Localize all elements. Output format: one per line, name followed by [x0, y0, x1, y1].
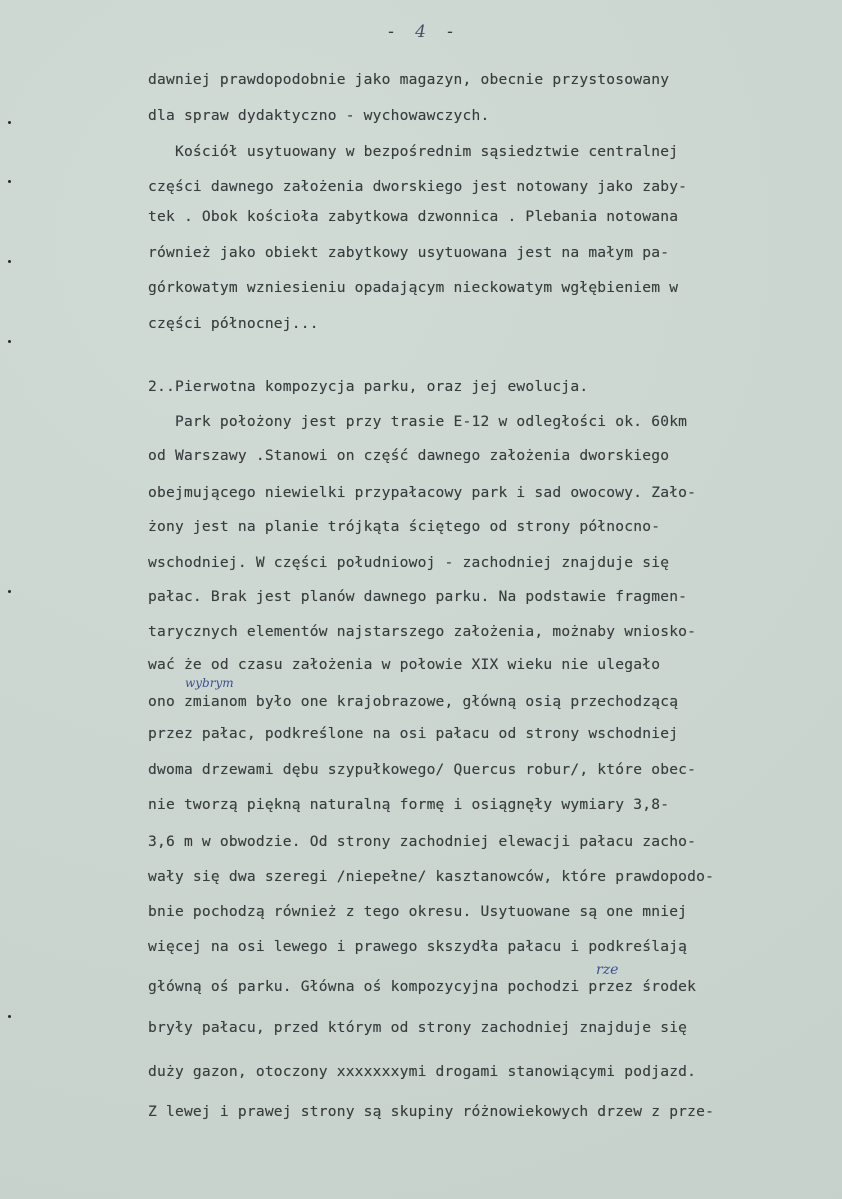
section-heading: 2..Pierwotna kompozycja parku, oraz jej ewolucja. — [148, 378, 589, 395]
text-line: tek . Obok kościoła zabytkowa dzwonnica . Plebania notowana — [148, 208, 679, 225]
handwritten-annotation: rze — [596, 962, 619, 978]
text-line: bryły pałacu, przed którym od strony zachodniej znajduje się — [148, 1019, 688, 1036]
text-line: przez pałac, podkreślone na osi pałacu od strony wschodniej — [148, 725, 679, 742]
text-line: duży gazon, otoczony xxxxxxxymi drogami stanowiącymi podjazd. — [148, 1063, 697, 1080]
text-line: części dawnego założenia dworskiego jest notowany jako zaby- — [148, 178, 688, 195]
text-line: obejmującego niewielki przypałacowy park i sad owocowy. Zało- — [148, 484, 697, 501]
text-line: górkowatym wzniesieniu opadającym nieckowatym wgłębieniem w — [148, 279, 679, 296]
margin-dot — [8, 1015, 11, 1018]
text-line: Park położony jest przy trasie E-12 w odległości ok. 60km — [148, 413, 688, 430]
text-line: bnie pochodzą również z tego okresu. Usytuowane są one mniej — [148, 903, 688, 920]
margin-dot — [8, 260, 11, 263]
text-line: wać że od czasu założenia w połowie XIX wieku nie ulegało — [148, 656, 661, 673]
text-line: dawniej prawdopodobnie jako magazyn, obecnie przystosowany — [148, 71, 670, 88]
text-line: od Warszawy .Stanowi on część dawnego założenia dworskiego — [148, 447, 670, 464]
margin-dot — [8, 180, 11, 183]
text-line: pałac. Brak jest planów dawnego parku. Na podstawie fragmen- — [148, 588, 688, 605]
text-line: wschodniej. W części południowoj - zachodniej znajduje się — [148, 554, 670, 571]
text-line: więcej na osi lewego i prawego skszydła pałacu i podkreślają — [148, 938, 688, 955]
text-line: 3,6 m w obwodzie. Od strony zachodniej elewacji pałacu zacho- — [148, 833, 697, 850]
page-number: - 4 - — [385, 22, 457, 42]
text-line: główną oś parku. Główna oś kompozycyjna pochodzi przez środek — [148, 978, 697, 995]
text-line: żony jest na planie trójkąta ściętego od strony północno- — [148, 518, 661, 535]
text-line: tarycznych elementów najstarszego założenia, możnaby wniosko- — [148, 623, 697, 640]
text-line: Z lewej i prawej strony są skupiny różnowiekowych drzew z prze- — [148, 1103, 715, 1120]
text-line: ono zmianom było one krajobrazowe, główną osią przechodzącą — [148, 693, 679, 710]
text-line: części północnej... — [148, 315, 319, 332]
margin-dot — [8, 121, 11, 124]
page-number-value: 4 — [415, 22, 427, 42]
text-line: dwoma drzewami dębu szypułkowego/ Quercus robur/, które obec- — [148, 761, 697, 778]
text-line: nie tworzą piękną naturalną formę i osiągnęły wymiary 3,8- — [148, 796, 670, 813]
handwritten-annotation: wybrym — [185, 676, 234, 690]
text-line: wały się dwa szeregi /niepełne/ kasztanowców, które prawdopodo- — [148, 868, 715, 885]
text-line: również jako obiekt zabytkowy usytuowana jest na małym pa- — [148, 244, 670, 261]
text-line: dla spraw dydaktyczno - wychowawczych. — [148, 107, 490, 124]
text-line: Kościół usytuowany w bezpośrednim sąsiedztwie centralnej — [148, 143, 679, 160]
margin-dot — [8, 340, 11, 343]
margin-dot — [8, 590, 11, 593]
